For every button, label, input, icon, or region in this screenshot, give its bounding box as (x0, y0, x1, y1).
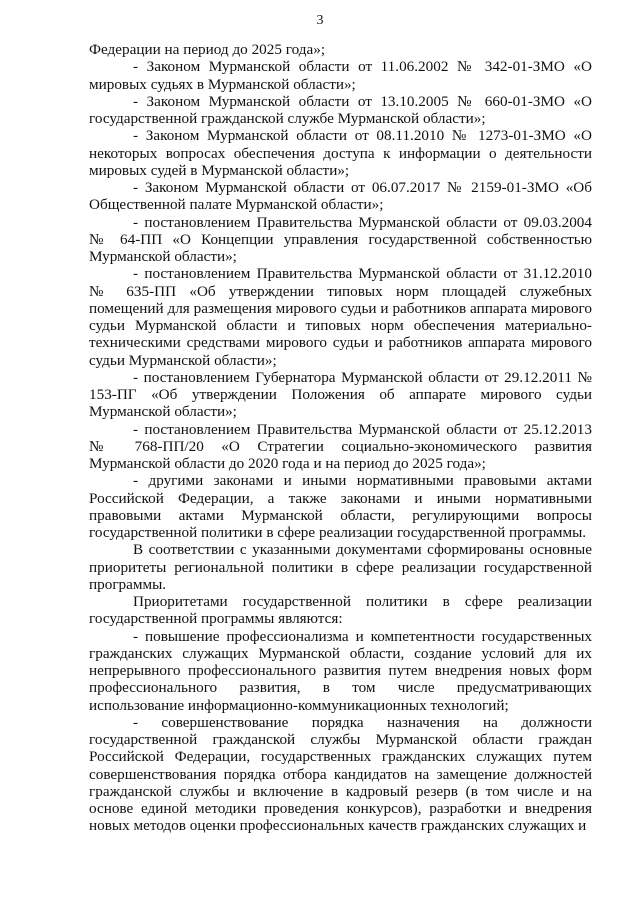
paragraph: - Законом Мурманской области от 08.11.2010 № 1273-01-ЗМО «О некоторых вопросах обеспечения доступа к информации о деятельности мировых судей в Мурманской области»; (89, 127, 592, 179)
paragraph: - постановлением Правительства Мурманской области от 25.12.2013 № 768-ПП/20 «О Стратегии социально-экономического развития Мурманской области до 2020 года и на период до 2025 года»; (89, 420, 592, 472)
paragraph: Приоритетами государственной политики в сфере реализации государственной программы являются: (89, 593, 592, 628)
paragraph: - другими законами и иными нормативными правовыми актами Российской Федерации, а также законами и иными нормативными правовыми актами Мурманской области, регулирующими вопросы государственной политики в сфере реализации государственной программы. (89, 472, 592, 541)
page-number: 3 (316, 13, 324, 28)
paragraph: - Законом Мурманской области от 11.06.2002 № 342-01-ЗМО «О мировых судьях в Мурманской области»; (89, 58, 592, 93)
paragraph: - постановлением Правительства Мурманской области от 09.03.2004 № 64-ПП «О Концепции управления государственной собственностью Мурманской области»; (89, 213, 592, 265)
paragraph: В соответствии с указанными документами сформированы основные приоритеты региональной политики в сфере реализации государственной программы. (89, 541, 592, 593)
paragraph: Федерации на период до 2025 года»; (89, 41, 326, 58)
document-body (89, 41, 592, 835)
paragraph: - повышение профессионализма и компетентности государственных гражданских служащих Мурманской области, создание условий для их непрерывного профессионального развития путем внедрения новых форм профессионального развития, в том числе предусматривающих использование информационно-коммуникационных технологий; (89, 627, 592, 714)
paragraph: - Законом Мурманской области от 06.07.2017 № 2159-01-ЗМО «Об Общественной палате Мурманской области»; (89, 179, 592, 214)
paragraph: - постановлением Губернатора Мурманской области от 29.12.2011 № 153-ПГ «Об утверждении Положения об аппарате мирового судьи Мурманской области»; (89, 368, 592, 421)
paragraph: - постановлением Правительства Мурманской области от 31.12.2010 № 635-ПП «Об утверждении типовых норм площадей служебных помещений для размещения мирового судьи и работников аппарата мирового судьи Мурманской области и типовых норм обеспечения материально-техническими средствами мирового судьи и работников аппарата мирового судьи Мурманской области»; (89, 265, 592, 369)
paragraph: - совершенствование порядка назначения на должности государственной гражданской службы Мурманской области граждан Российской Федерации, государственных гражданских служащих путем совершенствования порядка отбора кандидатов на замещение должностей гражданской службы и включение в кадровый резерв (в том числе и на основе единой методики проведения конкурсов), разработки и внедрения новых методов оценки профессиональных качеств гражданских служащих и (89, 713, 592, 835)
paragraph: - Законом Мурманской области от 13.10.2005 № 660-01-ЗМО «О государственной гражданской службе Мурманской области»; (89, 92, 592, 127)
